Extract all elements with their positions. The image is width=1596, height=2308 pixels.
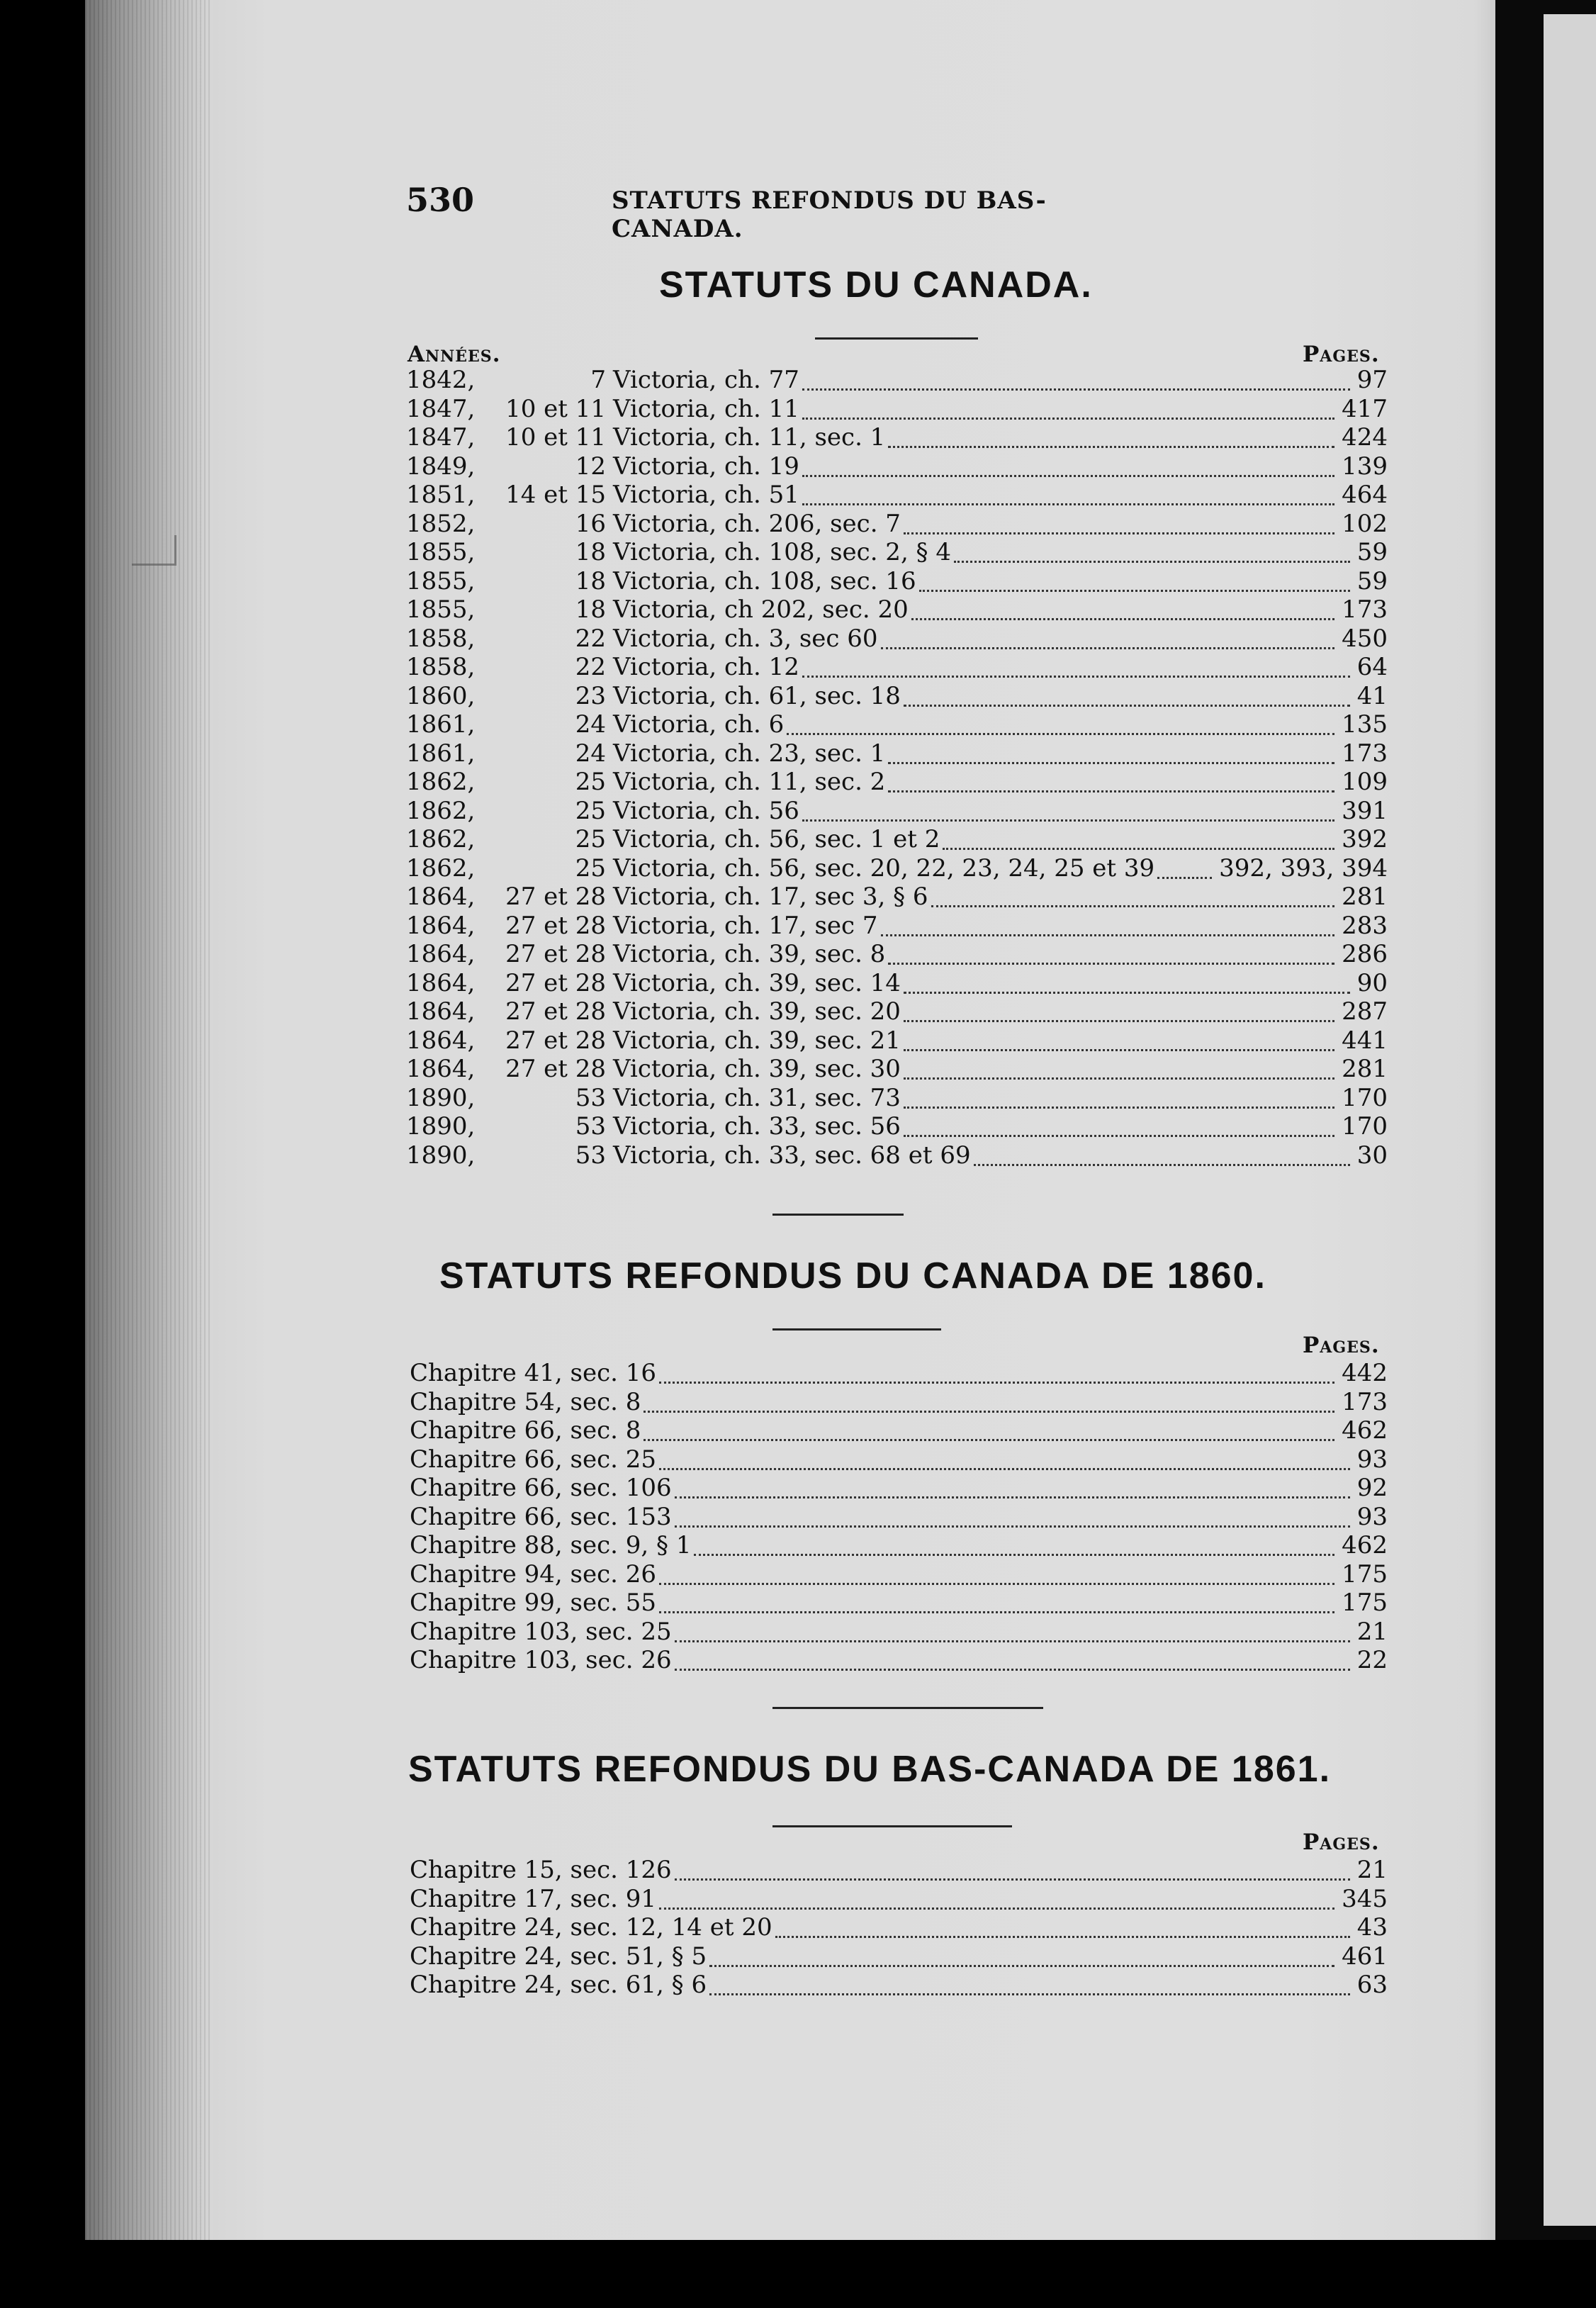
entry-reference: Victoria, ch. 56, sec. 1 et 2 xyxy=(613,825,940,853)
entry-reference: Chapitre 66, sec. 25 xyxy=(410,1445,657,1474)
entry-reference: Victoria, ch. 12 xyxy=(613,653,799,681)
section-title-statuts-refondus-bas-canada-1861: STATUTS REFONDUS DU BAS-CANADA DE 1861. xyxy=(408,1749,1332,1790)
table-row xyxy=(406,510,1388,538)
entry-reference: Victoria, ch. 39, sec. 20 xyxy=(613,997,901,1026)
table-row xyxy=(406,797,1388,825)
table-row xyxy=(410,1856,1388,1884)
entry-page: 64 xyxy=(1356,653,1388,681)
entry-year: 1858, xyxy=(406,653,476,681)
dot-leader xyxy=(675,1523,1350,1528)
dot-leader xyxy=(1157,875,1212,879)
table-row xyxy=(410,1560,1388,1589)
entry-page: 283 xyxy=(1342,911,1388,940)
entry-regnal-year: 18 xyxy=(575,566,606,595)
entry-page: 41 xyxy=(1356,681,1388,710)
table-row xyxy=(406,1141,1388,1170)
dot-leader xyxy=(659,1609,1334,1613)
entry-page: 175 xyxy=(1342,1589,1388,1617)
entry-page: 392 xyxy=(1342,825,1388,853)
table-row xyxy=(410,1445,1388,1474)
table-row xyxy=(410,1503,1388,1531)
entry-reference: Victoria, ch. 31, sec. 73 xyxy=(613,1083,901,1112)
entry-page: 442 xyxy=(1342,1359,1388,1387)
entry-page: 90 xyxy=(1356,968,1388,997)
entry-regnal-year: 14 et 15 xyxy=(505,481,606,509)
entry-year: 1855, xyxy=(406,566,476,595)
entry-page: 175 xyxy=(1342,1559,1388,1589)
facing-page-edge xyxy=(1544,14,1596,2226)
entry-page: 462 xyxy=(1342,1416,1388,1445)
dot-leader xyxy=(974,1162,1350,1166)
running-head xyxy=(406,181,1175,243)
entry-reference: Victoria, ch. 3, sec 60 xyxy=(613,624,878,653)
dot-leader xyxy=(888,788,1334,792)
dot-leader xyxy=(904,1047,1334,1051)
dot-leader xyxy=(675,1638,1350,1642)
dot-leader xyxy=(904,1075,1334,1080)
dot-leader xyxy=(802,473,1334,477)
page-gutter-shadow xyxy=(85,0,213,2240)
section-divider xyxy=(772,1214,904,1216)
entry-reference: Chapitre 54, sec. 8 xyxy=(410,1387,641,1416)
entry-year: 1860, xyxy=(406,681,476,710)
entry-reference: Victoria, ch. 17, sec 3, § 6 xyxy=(613,883,928,911)
entry-year: 1842, xyxy=(406,366,476,394)
entry-page: 92 xyxy=(1356,1474,1388,1502)
section-rule xyxy=(772,1328,941,1331)
table-row xyxy=(406,883,1388,911)
entry-page: 462 xyxy=(1342,1531,1388,1559)
dot-leader xyxy=(931,903,1334,907)
entry-page: 170 xyxy=(1342,1083,1388,1112)
table-row xyxy=(406,912,1388,940)
table-row xyxy=(410,1618,1388,1646)
entry-regnal-year: 22 xyxy=(575,653,606,681)
entry-reference: Chapitre 66, sec. 106 xyxy=(410,1474,672,1502)
entry-year: 1864, xyxy=(406,883,476,911)
dot-leader xyxy=(802,817,1334,822)
entry-reference: Victoria, ch. 56 xyxy=(613,796,799,825)
entry-year: 1864, xyxy=(406,1055,476,1083)
entry-reference: Victoria, ch. 77 xyxy=(613,366,799,394)
entry-regnal-year: 27 et 28 xyxy=(505,911,606,940)
entry-regnal-year: 10 et 11 xyxy=(505,394,606,423)
entry-year: 1890, xyxy=(406,1083,476,1112)
entry-reference: Chapitre 24, sec. 51, § 5 xyxy=(410,1942,707,1971)
entry-regnal-year: 27 et 28 xyxy=(505,968,606,997)
entry-reference: Victoria, ch. 39, sec. 8 xyxy=(613,940,886,968)
dot-leader xyxy=(919,588,1350,592)
entry-reference: Chapitre 15, sec. 126 xyxy=(410,1856,672,1884)
entry-page: 464 xyxy=(1342,481,1388,509)
entry-year: 1851, xyxy=(406,481,476,509)
entry-page: 281 xyxy=(1342,1055,1388,1083)
entry-year: 1862, xyxy=(406,825,476,853)
table-row xyxy=(406,423,1388,452)
table-row xyxy=(406,969,1388,997)
entry-regnal-year: 10 et 11 xyxy=(505,423,606,452)
entry-year: 1862, xyxy=(406,853,476,883)
entry-year: 1864, xyxy=(406,1026,476,1055)
dot-leader xyxy=(802,673,1350,678)
dot-leader xyxy=(888,760,1334,764)
entry-page: 286 xyxy=(1342,940,1388,968)
table-row xyxy=(406,567,1388,595)
entry-reference: Victoria, ch. 11, sec. 2 xyxy=(613,768,886,796)
section-rule xyxy=(815,337,978,340)
entry-page: 93 xyxy=(1356,1445,1388,1474)
entry-regnal-year: 25 xyxy=(575,796,606,825)
entry-year: 1852, xyxy=(406,509,476,538)
entry-reference: Victoria, ch. 11 xyxy=(613,394,799,423)
entry-page: 417 xyxy=(1342,394,1388,423)
entry-page: 30 xyxy=(1356,1141,1388,1170)
dot-leader xyxy=(904,990,1350,994)
entry-page: 135 xyxy=(1342,710,1388,739)
dot-leader xyxy=(904,530,1334,534)
entry-reference: Victoria, ch. 39, sec. 30 xyxy=(613,1055,901,1083)
entry-page: 281 xyxy=(1342,883,1388,911)
dot-leader xyxy=(694,1552,1334,1556)
entry-year: 1855, xyxy=(406,538,476,566)
table-row xyxy=(406,1026,1388,1055)
table-row xyxy=(410,1885,1388,1913)
entry-year: 1861, xyxy=(406,710,476,739)
dot-leader xyxy=(675,1494,1350,1498)
entry-regnal-year: 53 xyxy=(575,1083,606,1112)
entry-reference: Victoria, ch. 33, sec. 56 xyxy=(613,1112,901,1141)
entry-year: 1862, xyxy=(406,768,476,796)
dot-leader xyxy=(644,1408,1334,1413)
entry-year: 1862, xyxy=(406,796,476,825)
entry-year: 1864, xyxy=(406,911,476,940)
table-row xyxy=(410,1359,1388,1387)
entry-reference: Chapitre 99, sec. 55 xyxy=(410,1589,657,1617)
entry-page: 102 xyxy=(1342,509,1388,538)
entry-reference: Victoria, ch. 39, sec. 14 xyxy=(613,968,901,997)
entry-reference: Victoria, ch. 108, sec. 16 xyxy=(613,566,916,595)
column-head-pages: Pages. xyxy=(1303,1333,1380,1358)
entry-reference: Victoria, ch. 61, sec. 18 xyxy=(613,681,901,710)
entry-reference: Victoria, ch. 11, sec. 1 xyxy=(613,423,886,452)
entry-regnal-year: 18 xyxy=(575,595,606,624)
dot-leader xyxy=(709,1963,1334,1967)
table-row xyxy=(406,710,1388,739)
entry-regnal-year: 25 xyxy=(575,825,606,853)
dot-leader xyxy=(775,1934,1350,1938)
entry-year: 1864, xyxy=(406,940,476,968)
entry-page: 173 xyxy=(1342,739,1388,768)
table-row xyxy=(410,1416,1388,1445)
entry-page: 170 xyxy=(1342,1112,1388,1141)
dot-leader xyxy=(802,415,1334,420)
dot-leader xyxy=(888,444,1334,448)
entry-regnal-year: 53 xyxy=(575,1141,606,1170)
table-row xyxy=(406,1084,1388,1112)
dot-leader xyxy=(888,960,1334,965)
table-row xyxy=(406,768,1388,796)
entry-regnal-year: 25 xyxy=(575,768,606,796)
section-title-statuts-refondus-1860: STATUTS REFONDUS DU CANADA DE 1860. xyxy=(439,1255,1266,1296)
margin-mark xyxy=(132,535,176,566)
section-title-statuts-du-canada: STATUTS DU CANADA. xyxy=(659,264,1093,306)
dot-leader xyxy=(709,1991,1350,1995)
dot-leader xyxy=(659,1581,1334,1585)
entry-reference: Chapitre 66, sec. 153 xyxy=(410,1502,672,1531)
dot-leader xyxy=(881,932,1334,936)
dot-leader xyxy=(904,1133,1334,1137)
dot-leader xyxy=(954,559,1350,563)
entry-page: 59 xyxy=(1356,566,1388,595)
dot-leader xyxy=(659,1905,1334,1910)
dot-leader xyxy=(904,1018,1334,1022)
entry-regnal-year: 7 xyxy=(590,366,606,394)
table-row xyxy=(410,1913,1388,1942)
table-row xyxy=(406,653,1388,681)
table-row xyxy=(410,1646,1388,1674)
entry-regnal-year: 27 et 28 xyxy=(505,883,606,911)
entry-year: 1849, xyxy=(406,452,476,481)
entry-reference: Victoria, ch. 206, sec. 7 xyxy=(613,509,901,538)
entry-page: 97 xyxy=(1356,366,1388,394)
entry-reference: Victoria, ch 202, sec. 20 xyxy=(613,595,909,624)
section-rule xyxy=(772,1825,1012,1827)
entry-page: 59 xyxy=(1356,538,1388,566)
table-row xyxy=(406,538,1388,566)
dot-leader xyxy=(904,1104,1334,1109)
dot-leader xyxy=(787,731,1334,735)
column-head-annees: Années. xyxy=(408,342,501,367)
entry-page: 93 xyxy=(1356,1502,1388,1531)
dot-leader xyxy=(802,501,1334,505)
dot-leader xyxy=(659,1379,1334,1384)
table-row xyxy=(406,682,1388,710)
entry-regnal-year: 27 et 28 xyxy=(505,1026,606,1055)
entry-reference: Victoria, ch. 56, sec. 20, 22, 23, 24, 25 et 39 xyxy=(613,853,1155,883)
entry-year: 1861, xyxy=(406,739,476,768)
entry-page: 43 xyxy=(1356,1913,1388,1942)
entry-reference: Victoria, ch. 23, sec. 1 xyxy=(613,739,886,768)
dot-leader xyxy=(675,1876,1350,1881)
entry-page: 63 xyxy=(1356,1971,1388,1999)
table-row xyxy=(410,1589,1388,1617)
table-row xyxy=(410,1971,1388,1999)
entry-regnal-year: 24 xyxy=(575,710,606,739)
entry-regnal-year: 24 xyxy=(575,739,606,768)
entry-page: 21 xyxy=(1356,1856,1388,1884)
table-row xyxy=(406,739,1388,768)
table-row xyxy=(406,854,1388,883)
entry-reference: Victoria, ch. 33, sec. 68 et 69 xyxy=(613,1141,971,1170)
entry-year: 1864, xyxy=(406,997,476,1026)
table-row xyxy=(406,366,1388,394)
entry-reference: Victoria, ch. 19 xyxy=(613,452,799,481)
entry-page: 424 xyxy=(1342,423,1388,452)
section-divider xyxy=(772,1707,1043,1709)
dot-leader xyxy=(943,846,1334,850)
entry-regnal-year: 27 et 28 xyxy=(505,940,606,968)
entry-year: 1858, xyxy=(406,624,476,653)
entry-reference: Chapitre 88, sec. 9, § 1 xyxy=(410,1531,692,1559)
dot-leader xyxy=(675,1666,1350,1671)
entry-page: 391 xyxy=(1342,796,1388,825)
entry-reference: Chapitre 103, sec. 25 xyxy=(410,1617,672,1646)
entry-page: 345 xyxy=(1342,1884,1388,1913)
table-row xyxy=(410,1474,1388,1502)
entry-reference: Chapitre 41, sec. 16 xyxy=(410,1359,657,1387)
entry-regnal-year: 27 et 28 xyxy=(505,1055,606,1083)
entry-page: 441 xyxy=(1342,1026,1388,1055)
entry-reference: Chapitre 24, sec. 12, 14 et 20 xyxy=(410,1913,772,1942)
entry-regnal-year: 53 xyxy=(575,1112,606,1141)
entry-reference: Chapitre 94, sec. 26 xyxy=(410,1559,657,1589)
table-row xyxy=(406,825,1388,853)
entry-year: 1847, xyxy=(406,423,476,452)
table-row xyxy=(406,452,1388,481)
entry-page: 173 xyxy=(1342,595,1388,624)
entry-year: 1890, xyxy=(406,1141,476,1170)
entry-regnal-year: 16 xyxy=(575,509,606,538)
entry-reference: Victoria, ch. 17, sec 7 xyxy=(613,911,878,940)
entry-regnal-year: 18 xyxy=(575,538,606,566)
entry-regnal-year: 22 xyxy=(575,624,606,653)
entry-page: 139 xyxy=(1342,452,1388,481)
table-row xyxy=(406,940,1388,968)
entry-reference: Chapitre 66, sec. 8 xyxy=(410,1416,641,1445)
page-number: 530 xyxy=(406,181,475,219)
entry-page: 450 xyxy=(1342,624,1388,653)
dot-leader xyxy=(911,616,1334,620)
dot-leader xyxy=(802,386,1350,391)
dot-leader xyxy=(904,702,1350,707)
entry-year: 1890, xyxy=(406,1112,476,1141)
table-row xyxy=(406,1112,1388,1141)
entry-page: 109 xyxy=(1342,768,1388,796)
entry-page: 21 xyxy=(1356,1617,1388,1646)
table-row xyxy=(406,1055,1388,1083)
entry-regnal-year: 25 xyxy=(575,853,606,883)
entry-reference: Chapitre 103, sec. 26 xyxy=(410,1646,672,1674)
entry-reference: Victoria, ch. 39, sec. 21 xyxy=(613,1026,901,1055)
entry-reference: Victoria, ch. 108, sec. 2, § 4 xyxy=(613,538,951,566)
entry-page: 461 xyxy=(1342,1942,1388,1971)
table-row xyxy=(406,481,1388,509)
dot-leader xyxy=(881,645,1334,649)
dot-leader xyxy=(644,1437,1334,1441)
column-head-pages: Pages. xyxy=(1303,1830,1380,1855)
entry-page: 22 xyxy=(1356,1646,1388,1674)
table-row xyxy=(410,1531,1388,1559)
table-row xyxy=(406,997,1388,1026)
entry-reference: Chapitre 17, sec. 91 xyxy=(410,1884,657,1913)
running-title: STATUTS REFONDUS DU BAS-CANADA. xyxy=(612,186,1047,243)
table-row xyxy=(410,1388,1388,1416)
entry-page: 173 xyxy=(1342,1387,1388,1416)
entry-regnal-year: 27 et 28 xyxy=(505,997,606,1026)
column-head-pages: Pages. xyxy=(1303,342,1380,367)
dot-leader xyxy=(659,1466,1350,1470)
entry-year: 1855, xyxy=(406,595,476,624)
entry-page: 392, 393, 394 xyxy=(1219,853,1388,883)
entry-year: 1864, xyxy=(406,968,476,997)
entry-reference: Victoria, ch. 51 xyxy=(613,481,799,509)
entry-page: 287 xyxy=(1342,997,1388,1026)
table-row xyxy=(406,624,1388,653)
entry-regnal-year: 12 xyxy=(575,452,606,481)
entry-year: 1847, xyxy=(406,394,476,423)
entry-reference: Victoria, ch. 6 xyxy=(613,710,785,739)
entry-reference: Chapitre 24, sec. 61, § 6 xyxy=(410,1971,707,1999)
table-row xyxy=(406,395,1388,423)
table-row xyxy=(410,1942,1388,1971)
table-row xyxy=(406,595,1388,624)
entry-regnal-year: 23 xyxy=(575,681,606,710)
